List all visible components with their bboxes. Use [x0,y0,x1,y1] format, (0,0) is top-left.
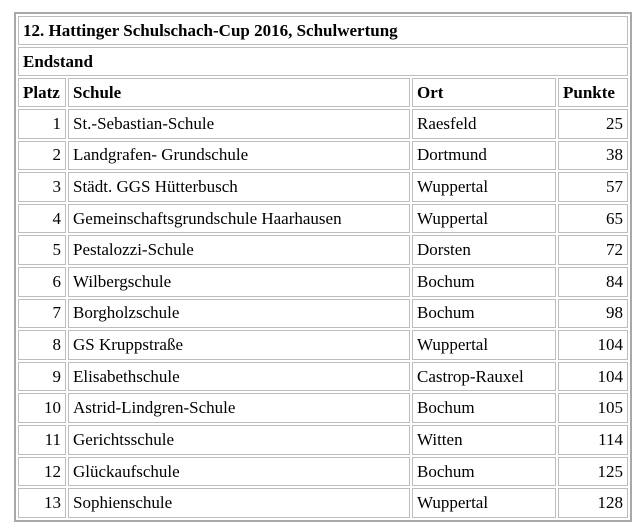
results-table [16,14,630,520]
cell-schule: St.-Sebastian-Schule [68,109,410,139]
cell-ort: Wuppertal [412,488,556,518]
cell-punkte: 104 [558,362,628,392]
cell-schule: Borgholzschule [68,299,410,329]
table-row [18,204,628,234]
header-ort: Ort [412,78,556,107]
cell-ort: Bochum [412,457,556,487]
cell-schule: Glückaufschule [68,457,410,487]
cell-schule: Städt. GGS Hütterbusch [68,172,410,202]
cell-punkte: 114 [558,425,628,455]
title-row [18,16,628,45]
table-row [18,141,628,171]
table-row [18,172,628,202]
cell-ort: Bochum [412,393,556,423]
subtitle-row [18,47,628,76]
cell-ort: Raesfeld [412,109,556,139]
table-row [18,330,628,360]
cell-punkte: 65 [558,204,628,234]
cell-schule: Pestalozzi-Schule [68,235,410,265]
cell-platz: 7 [18,299,66,329]
cell-punkte: 104 [558,330,628,360]
table-row [18,299,628,329]
cell-schule: Elisabethschule [68,362,410,392]
cell-ort: Witten [412,425,556,455]
table-row [18,488,628,518]
cell-platz: 10 [18,393,66,423]
table-row [18,425,628,455]
cell-platz: 13 [18,488,66,518]
header-row [18,78,628,107]
cell-platz: 9 [18,362,66,392]
table-row [18,267,628,297]
cell-punkte: 38 [558,141,628,171]
cell-platz: 1 [18,109,66,139]
cell-platz: 6 [18,267,66,297]
header-punkte: Punkte [558,78,628,107]
header-schule: Schule [68,78,410,107]
cell-schule: Sophienschule [68,488,410,518]
cell-ort: Bochum [412,267,556,297]
cell-platz: 8 [18,330,66,360]
cell-schule: Gemeinschaftsgrundschule Haarhausen [68,204,410,234]
cell-punkte: 72 [558,235,628,265]
table-body [18,109,628,518]
cell-ort: Wuppertal [412,204,556,234]
table-row [18,109,628,139]
cell-schule: Gerichtsschule [68,425,410,455]
cell-schule: GS Kruppstraße [68,330,410,360]
cell-platz: 2 [18,141,66,171]
header-platz: Platz [18,78,66,107]
cell-punkte: 25 [558,109,628,139]
cell-punkte: 105 [558,393,628,423]
cell-schule: Landgrafen- Grundschule [68,141,410,171]
cell-ort: Wuppertal [412,330,556,360]
table-subtitle: Endstand [18,47,628,76]
cell-platz: 12 [18,457,66,487]
cell-ort: Dorsten [412,235,556,265]
cell-schule: Wilbergschule [68,267,410,297]
table-row [18,393,628,423]
results-table-frame [14,12,632,522]
cell-platz: 4 [18,204,66,234]
cell-platz: 11 [18,425,66,455]
cell-schule: Astrid-Lindgren-Schule [68,393,410,423]
cell-platz: 5 [18,235,66,265]
cell-punkte: 57 [558,172,628,202]
table-row [18,235,628,265]
table-title: 12. Hattinger Schulschach-Cup 2016, Schulwertung [18,16,628,45]
cell-ort: Castrop-Rauxel [412,362,556,392]
cell-ort: Dortmund [412,141,556,171]
cell-punkte: 128 [558,488,628,518]
cell-platz: 3 [18,172,66,202]
table-row [18,362,628,392]
table-row [18,457,628,487]
cell-punkte: 98 [558,299,628,329]
cell-ort: Bochum [412,299,556,329]
cell-punkte: 84 [558,267,628,297]
cell-ort: Wuppertal [412,172,556,202]
cell-punkte: 125 [558,457,628,487]
